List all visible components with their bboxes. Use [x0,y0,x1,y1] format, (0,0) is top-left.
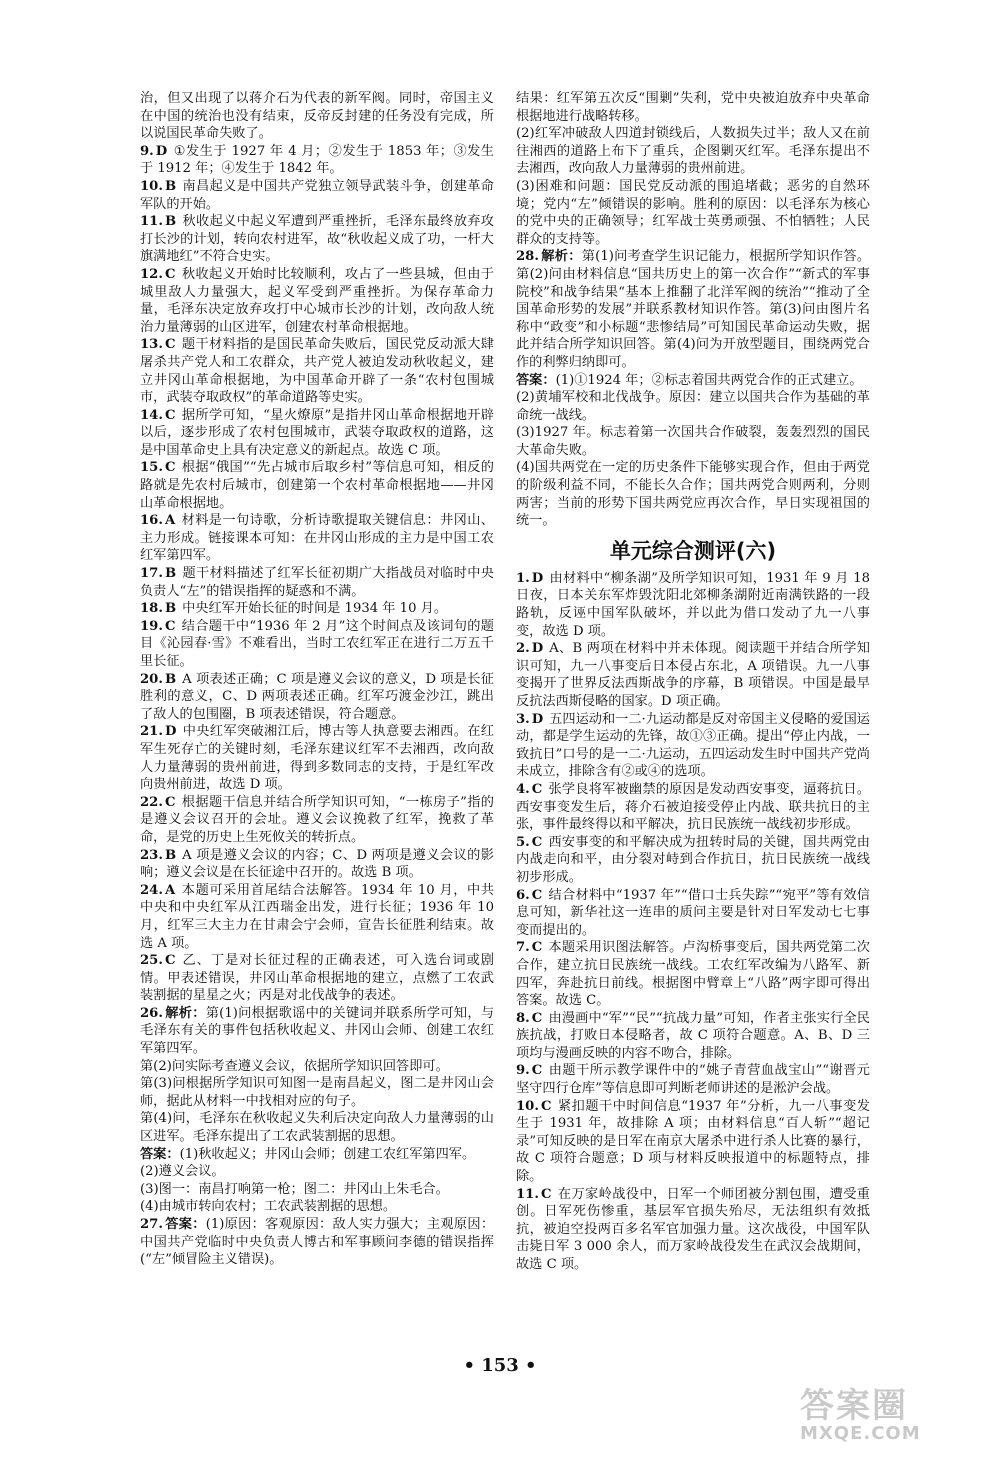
question-number: 1. [516,570,530,586]
answer-entry [140,143,494,178]
question-number: 23. [140,847,163,863]
answer-text: (3)图一：南昌打响第一枪；图二：井冈山上朱毛合。 [140,1181,449,1197]
answer-text: 中央红军突破湘江后，博古等人执意要去湘西。在红军生死存亡的关键时刻，毛泽东建议红军不去湘西，改向敌人力量薄弱的贵州前进，得到多数同志的支持，于是红军改向贵州前进，故选 D 项。 [140,724,494,793]
right-column [516,90,870,1390]
answer-entry [516,424,870,459]
answer-letter: D [531,711,544,727]
question-number: 10. [516,1098,539,1114]
answer-letter: B [164,214,177,230]
answer-text: (1)①1924 年；②标志着国共两党合作的正式建立。 [555,372,863,388]
answer-text: (3)困难和问题：国民党反动派的围追堵截；恶劣的自然环境；党内“左”倾错误的影响。胜利的原因：以毛泽东为核心的党中央的正确领导；红军战士英勇顽强、不怕牺牲；人民群众的支持等。 [516,178,870,247]
answer-entry [516,372,870,390]
answer-entry [140,266,494,336]
answer-letter: B [164,671,177,687]
answer-entry [516,459,870,529]
question-number: 5. [516,834,530,850]
answer-text: 题干材料描述了红军长征初期广大指战员对临时中央负责人“左”的错误指挥的疑惑和不满。 [140,566,494,599]
question-number: 8. [516,1010,530,1026]
answer-text: 秋收起义中起义军遭到严重挫折，毛泽东最终放弃攻打长沙的计划，转向农村进军，故“秋收起义成了功，一杆大旗满地红”不符合史实。 [140,214,494,265]
answer-text: 根据“俄国”“先占城市后取乡村”等信息可知，相反的路就是先农村后城市，创建第一个农村革命根据地——井冈山革命根据地。 [140,460,494,511]
answer-letter: D [531,641,544,657]
page-number: • 153 • [463,1355,537,1376]
answer-entry [140,336,494,406]
question-number: 24. [140,882,163,898]
answer-letter: C [531,781,543,797]
answer-entry [516,570,870,640]
answer-text: 结合题干中“1936 年 2 月”这个时间点及该词句的题目《沁园春·雪》不难看出，当时工农红军正在进行二万五千里长征。 [140,618,494,669]
answer-entry [516,178,870,248]
answer-entry [140,1163,494,1181]
answer-entry [140,723,494,793]
answer-entry [140,1216,494,1269]
keyword-label: 答案： [164,1217,206,1232]
answer-entry [140,1110,494,1145]
answer-entry [140,794,494,847]
answer-letter: C [531,834,543,850]
answer-entry [140,600,494,618]
answer-text: 材料是一句诗歌，分析诗歌提取关键信息：井冈山、主力形成。链接课本可知：在井冈山形成的主力是中国工农红军第四军。 [140,513,494,564]
answer-letter: C [164,407,176,423]
question-number: 9. [140,143,154,159]
answer-letter: C [164,953,176,969]
answer-text: 由材料中“柳条湖”及所学知识可知，1931 年 9 月 18 日夜，日本关东军炸毁沈阳北郊柳条湖附近南满铁路的一段路轨，反诬中国军队破坏，并以此为借口发动了九一八事变，故选 D 项。 [516,570,870,639]
answer-text: (2)红军冲破敌人四道封锁线后，人数损失过半；敌人又在前往湘西的道路上布下了重兵，企图剿灭红军。毛泽东提出不去湘西，改向敌人力量薄弱的贵州前进。 [516,126,870,177]
answer-letter: C [164,618,176,634]
answer-entry [140,671,494,724]
answer-letter: C [531,887,543,903]
answer-entry [516,1186,870,1274]
question-number: 6. [516,887,530,903]
question-number: 22. [140,794,163,810]
answer-entry [516,90,870,125]
answer-entry [140,459,494,512]
answer-entry [140,178,494,213]
answer-text: 本题可采用首尾结合法解答。1934 年 10 月，中共中央和中央红军从江西瑞金出发，进行长征；1936 年 10 月，红军三大主力在甘肃会宁会师，宣告长征胜利结束。故选 A 项。 [140,882,494,951]
watermark-url: MXQE.COM [800,1423,921,1444]
answer-text: 本题采用识图法解答。卢沟桥事变后，国共两党第二次合作，建立抗日民族统一战线。工农红军改编为八路军、新四军，奔赴抗日前线。根据图中臂章上“八路”两字即可得出答案。故选 C。 [516,940,870,1009]
question-number: 2. [516,641,530,657]
answer-entry [140,90,494,143]
answer-letter: A [164,882,176,898]
answer-text: 南昌起义是中国共产党独立领导武装斗争，创建革命军队的开始。 [140,178,494,212]
question-number: 11. [516,1186,539,1202]
answer-letter: C [164,794,176,810]
watermark-logo [800,1378,970,1448]
answer-text: 根据题干信息并结合所学知识可知，“一栋房子”指的是遵义会议召开的会址。遵义会议挽救了红军，挽救了革命，是党的历史上生死攸关的转折点。 [140,794,494,845]
section-title: 单元综合测评(六) [609,538,777,563]
question-number: 13. [140,337,163,353]
answer-entry [516,781,870,834]
answer-letter: B [164,566,177,582]
answer-text: 五四运动和一二·九运动都是反对帝国主义侵略的爱国运动，都是学生运动的先锋，故①③正确。提出“停止内战，一致抗日”口号的是一二·九运动，五四运动发生时中国共产党尚未成立，排除含有②或④的选项。 [516,711,870,780]
answer-text: ①发生于 1927 年 4 月；②发生于 1853 年；③发生于 1912 年；④发生于 1842 年。 [140,143,494,177]
answer-entry [140,1058,494,1076]
answer-letter: C [531,940,543,956]
answer-text: A 项是遵义会议的内容；C、D 两项是遵义会议的影响；遵义会议是在长征途中召开的。故选 B 项。 [140,847,494,881]
answer-text: (2)黄埔军校和北伐战争。原因：建立以国共合作为基础的革命统一战线。 [516,390,870,423]
question-number: 15. [140,460,163,476]
answer-entry [516,834,870,887]
question-number: 26. [140,1005,163,1021]
answer-text: 第(1)问根据歌谣中的关键词并联系所学可知，与毛泽东有关的事件包括秋收起义、井冈山会师、创建工农红军第四军。 [140,1005,495,1057]
question-number: 16. [140,513,163,529]
question-number: 20. [140,671,163,687]
answer-entry [140,1075,494,1110]
keyword-label: 答案： [516,372,556,388]
question-number: 14. [140,407,163,423]
answer-entry [516,1062,870,1097]
question-number: 9. [516,1063,530,1079]
answer-text: 题干材料指的是国民革命失败后，国民党反动派大肆屠杀共产党人和工农群众，共产党人被迫发动秋收起义，建立井冈山革命根据地，为中国革命开辟了一条“农村包围城市，武装夺取政权”的革命道路等史实。 [140,337,494,406]
answer-letter: C [164,337,176,353]
answer-entry [516,248,870,371]
answer-text: 紧扣题干中时间信息“1937 年”分析，九一八事变发生于 1931 年，故排除 A 项；由材料信息“百人斩”“超记录”可知反映的是日军在南京大屠杀中进行杀人比赛的暴行，故 C 项符合题意；D 项与材料反映报道中的标题特点，排除。 [516,1098,870,1185]
answer-entry [140,952,494,1005]
answer-text: 张学良将军被幽禁的原因是发动西安事变，逼蒋抗日。西安事变发生后，蒋介石被迫接受停止内战、联共抗日的主张，事件最终得以和平解决，抗日民族统一战线初步形成。 [516,781,870,833]
question-number: 25. [140,953,163,969]
answer-text: (1)秋收起义；井冈山会师；创建工农红军第四军。 [179,1146,476,1162]
question-number: 21. [140,724,163,740]
answer-text: 由题干所示教学课件中的“姚子青营血战宝山”“谢晋元坚守四行仓库”等信息即可判断老师讲述的是淞沪会战。 [516,1063,870,1097]
keyword-label: 解析： [164,1005,206,1021]
answer-text: (4)由城市转向农村；工农武装割据的思想。 [140,1199,397,1215]
answer-letter: D [531,570,544,586]
watermark-text: 答案圈 [800,1386,908,1426]
answer-entry [140,618,494,671]
answer-text: 在万家岭战役中，日军一个师团被分割包围，遭受重创。日军死伤惨重，基层军官损失殆尽，无法组织有效抵抗，被迫空投两百多名军官加强力量。这次战役，中国军队击毙日军 3 000 余人，而万家岭战役发生在武汉会战期间，故选 C 项。 [516,1186,870,1272]
answer-text: 据所学可知，“星火燎原”是指井冈山革命根据地开辟以后，逐步形成了农村包围城市，武装夺取政权的道路，这是中国革命史上具有决定意义的新起点。故选 C 项。 [140,407,494,458]
answer-text: 由漫画中“军”“民”“抗战力量”可知，作者主张实行全民族抗战，打败日本侵略者，故 C 项符合题意。A、B、D 三项均与漫画反映的内容不吻合，排除。 [516,1010,870,1061]
answer-text: 第(4)问，毛泽东在秋收起义失利后决定向敌人力量薄弱的山区进军。毛泽东提出了工农武装割据的思想。 [140,1111,494,1145]
answer-text: A 项表述正确；C 项是遵义会议的意义，D 项是长征胜利的意义，C、D 两项表述正确。红军巧渡金沙江，跳出了敌人的包围圈，B 项表述错误，符合题意。 [140,671,494,722]
question-number: 7. [516,940,530,956]
answer-entry [140,213,494,266]
question-number: 4. [516,781,530,797]
keyword-label: 答案： [140,1146,180,1162]
answer-text: 结合材料中“1937 年”“借口士兵失踪”“宛平”等有效信息可知，新华社这一连串的质问主要是针对日军发动七七事变而提出的。 [516,887,870,938]
answer-entry [516,125,870,178]
answer-letter: B [164,601,177,617]
answer-text: 治，但又出现了以蒋介石为代表的新军阀。同时，帝国主义在中国的统治也没有结束，反帝反封建的任务没有完成，所以说国民革命失败了。 [140,91,494,142]
answer-letter: C [531,1063,543,1079]
answer-entry [140,847,494,882]
answer-letter: C [531,1010,543,1026]
answer-letter: D [164,724,177,740]
answer-entry [140,1005,494,1058]
answer-text: 第(1)问考查学生识记能力，根据所学知识作答。第(2)问由材料信息“国共历史上的第一次合作”“新式的军事院校”和战争结果“基本上推翻了北洋军阀的统治”“推动了全国革命形势的发展”并联系教材知识作答。第(3)问由图片名称中“政变”和小标题“悲惨结局”可知国民革命运动失败，据此并结合所学知识回答。第(4)问为开放型题目，围绕两党合作的利弊归纳即可。 [516,249,871,370]
answer-entry [516,1010,870,1063]
question-number: 18. [140,601,163,617]
answer-text: 西安事变的和平解决成为扭转时局的关键，国共两党由内战走向和平，由分裂对峙到合作抗日，抗日民族统一战线初步形成。 [516,834,870,885]
answer-entry [140,1198,494,1216]
answer-text: 乙、丁是对长征过程的正确表述，可入选台词或剧情。甲表述错误，井冈山革命根据地的建立，点燃了工农武装割据的星星之火；丙是对北伐战争的表述。 [140,953,494,1004]
answer-letter: B [164,178,177,194]
answer-entry [516,711,870,781]
answer-entry [140,407,494,460]
question-number: 12. [140,266,163,282]
question-number: 19. [140,618,163,634]
answer-letter: A [164,513,176,529]
answer-entry [140,1181,494,1199]
answer-text: 第(2)问实际考查遵义会议，依据所学知识回答即可。 [140,1058,449,1074]
answer-text: 结果：红军第五次反“围剿”失利，党中央被迫放弃中央革命根据地进行战略转移。 [516,91,870,124]
answer-text: (4)国共两党在一定的历史条件下能够实现合作，但由于两党的阶级利益不同，不能长久合作；国共两党合则两利，分则两害；当前的形势下国共两党应再次合作，早日实现祖国的统一。 [516,460,870,529]
answer-text: (1)原因：客观原因：敌人实力强大；主观原因：中国共产党临时中央负责人博古和军事顾问李德的错误指挥(“左”倾冒险主义错误)。 [140,1217,495,1268]
question-number: 28. [516,249,539,265]
answer-text: (2)遵义会议。 [140,1164,225,1180]
answer-letter: C [164,460,176,476]
question-number: 11. [140,214,163,230]
answer-page [140,90,870,1390]
question-number: 27. [140,1217,163,1232]
keyword-label: 解析： [540,249,582,265]
answer-text: A、B 两项在材料中并未体现。阅读题干并结合所学知识可知，九一八事变后日本侵占东北，A 项错误。九一八事变揭开了世界反法西斯战争的序幕，B 项错误。中国是最早反抗法西斯侵略的国家。D 项正确。 [516,641,870,709]
answer-letter: C [540,1098,552,1114]
answer-entry [140,512,494,565]
question-number: 17. [140,566,163,582]
right-column-top [516,90,870,530]
answer-letter: B [164,847,177,863]
answer-entry [140,1146,494,1164]
question-number: 3. [516,711,530,727]
answer-text: (3)1927 年。标志着第一次国共合作破裂，轰轰烈烈的国民大革命失败。 [516,425,870,458]
answer-letter: C [540,1186,552,1202]
right-column-bottom [516,570,870,1274]
answer-entry [140,882,494,952]
answer-entry [140,565,494,600]
answer-entry [516,640,870,710]
question-number: 10. [140,178,163,194]
answer-text: 秋收起义开始时比较顺利，攻占了一些县城，但由于城里敌人力量强大，起义军受到严重挫折。为保存革命力量，毛泽东决定放弃攻打中心城市长沙的计划，改向敌人统治力量薄弱的山区进军，创建农村革命根据地。 [140,266,494,335]
answer-letter: D [155,143,168,159]
answer-letter: C [164,266,176,282]
answer-entry [516,389,870,424]
answer-entry [516,1098,870,1186]
answer-text: 第(3)问根据所学知识可知图一是南昌起义，图二是井冈山会师，据此从材料一中找相对应的句子。 [140,1076,494,1109]
answer-entry [516,887,870,940]
answer-entry [516,939,870,1009]
left-column [140,90,494,1390]
answer-text: 中央红军开始长征的时间是 1934 年 10 月。 [182,601,448,617]
